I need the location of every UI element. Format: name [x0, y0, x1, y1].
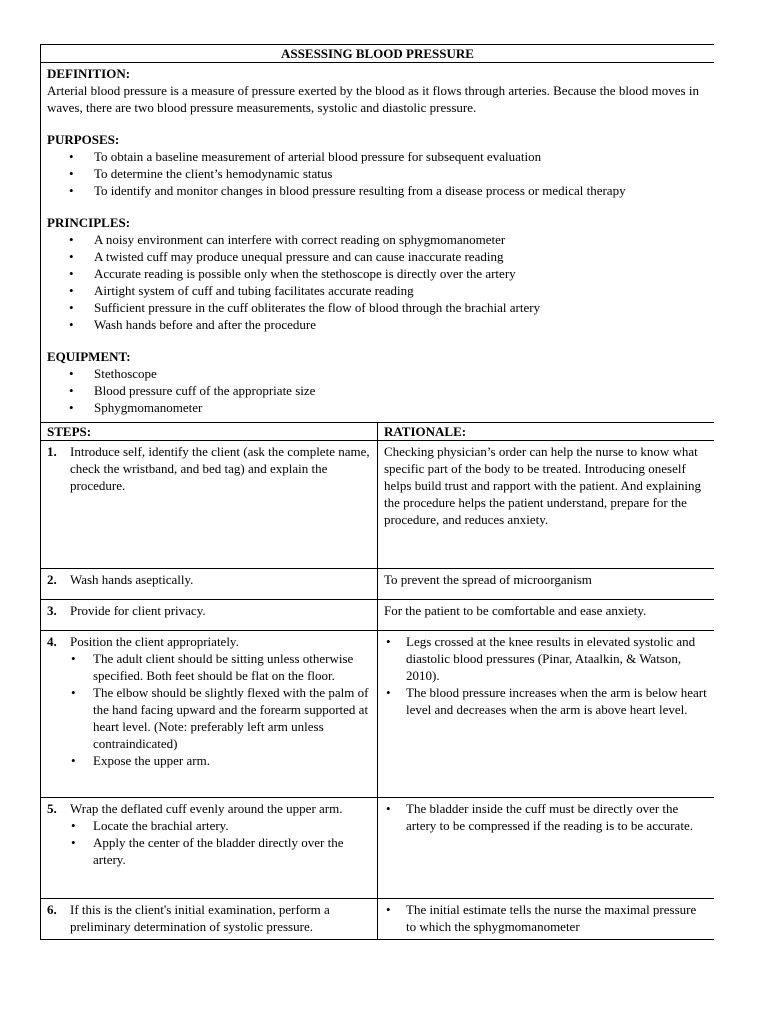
step-cell [41, 600, 378, 631]
rationale-cell [378, 899, 715, 940]
purposes-list [47, 148, 708, 199]
purposes-heading: PURPOSES: [47, 132, 120, 147]
rationale-text: To prevent the spread of microorganism [384, 572, 592, 587]
step-cell [41, 631, 378, 798]
step-cell [41, 798, 378, 899]
list-item: • To obtain a baseline measurement of arterial blood pressure for subsequent evaluation [47, 148, 708, 165]
principles-list [47, 231, 708, 333]
step-number: 3. [47, 603, 57, 618]
step-number: 1. [47, 444, 57, 459]
definition-text: Arterial blood pressure is a measure of pressure exerted by the blood as it flows through arteries. Because the blood moves in waves, there are two blood pressure measurements, systolic and diastolic pressure. [47, 83, 699, 115]
step-number: 4. [47, 634, 57, 649]
list-item: • Sphygmomanometer [47, 399, 708, 416]
list-item: • Airtight system of cuff and tubing facilitates accurate reading [47, 282, 708, 299]
table-row [41, 631, 715, 798]
rationale-text: Checking physician’s order can help the nurse to know what specific part of the body to be treated. Introducing oneself helps build trust and rapport with the patient. And explaining the procedure helps the patient understand, prepare for the procedure, and reduces anxiety. [384, 444, 702, 527]
step-text: Position the client appropriately. [70, 634, 239, 649]
equipment-heading: EQUIPMENT: [47, 349, 131, 364]
list-item: • Apply the center of the bladder directly over the artery. [47, 834, 371, 868]
step-cell [41, 441, 378, 569]
list-item: • Locate the brachial artery. [47, 817, 371, 834]
list-item: • Blood pressure cuff of the appropriate size [47, 382, 708, 399]
step-sub-list [47, 817, 371, 868]
table-row [41, 798, 715, 899]
steps-header: STEPS: [41, 423, 378, 441]
list-item: • To determine the client’s hemodynamic status [47, 165, 708, 182]
rationale-text: For the patient to be comfortable and ease anxiety. [384, 603, 647, 618]
list-item: • The elbow should be slightly flexed with the palm of the hand facing upward and the forearm supported at heart level. (Note: preferably left arm unless contraindicated) [47, 684, 371, 752]
list-item: • The blood pressure increases when the arm is below heart level and decreases when the arm is above heart level. [384, 684, 708, 718]
list-item: • Expose the upper arm. [47, 752, 371, 769]
step-text: Provide for client privacy. [70, 603, 206, 618]
list-item: • Stethoscope [47, 365, 708, 382]
rationale-cell [378, 600, 715, 631]
list-item: • Accurate reading is possible only when the stethoscope is directly over the artery [47, 265, 708, 282]
list-item: • The adult client should be sitting unless otherwise specified. Both feet should be flat on the floor. [47, 650, 371, 684]
list-item: • A twisted cuff may produce unequal pressure and can cause inaccurate reading [47, 248, 708, 265]
list-item: • Legs crossed at the knee results in elevated systolic and diastolic blood pressures (Pinar, Ataalkin, & Watson, 2010). [384, 633, 708, 684]
table-row [41, 441, 715, 569]
list-item: • Sufficient pressure in the cuff obliterates the flow of blood through the brachial artery [47, 299, 708, 316]
table-row [41, 569, 715, 600]
list-item: • To identify and monitor changes in blood pressure resulting from a disease process or medical therapy [47, 182, 708, 199]
step-sub-list [47, 650, 371, 769]
rationale-cell [378, 631, 715, 798]
rationale-list [384, 800, 708, 834]
rationale-list [384, 633, 708, 718]
step-text: If this is the client's initial examination, perform a preliminary determination of systolic pressure. [70, 902, 330, 934]
table-row [41, 600, 715, 631]
step-cell [41, 899, 378, 940]
procedure-table [40, 44, 714, 940]
document-title: ASSESSING BLOOD PRESSURE [41, 45, 715, 63]
definition-heading: DEFINITION: [47, 66, 131, 81]
step-number: 2. [47, 572, 57, 587]
rationale-header: RATIONALE: [378, 423, 715, 441]
list-item: • Wash hands before and after the procedure [47, 316, 708, 333]
rationale-cell [378, 798, 715, 899]
step-text: Wash hands aseptically. [70, 572, 194, 587]
principles-heading: PRINCIPLES: [47, 215, 131, 230]
step-text: Introduce self, identify the client (ask the complete name, check the wristband, and bed tag) and explain the procedure. [70, 444, 370, 493]
rationale-list [384, 901, 708, 935]
list-item: • The bladder inside the cuff must be directly over the artery to be compressed if the reading is to be accurate. [384, 800, 708, 834]
list-item: • The initial estimate tells the nurse the maximal pressure to which the sphygmomanometer [384, 901, 708, 935]
table-row [41, 899, 715, 940]
step-number: 6. [47, 902, 57, 917]
step-cell [41, 569, 378, 600]
rationale-cell [378, 569, 715, 600]
document-page [40, 44, 714, 1024]
step-number: 5. [47, 801, 57, 816]
rationale-cell [378, 441, 715, 569]
list-item: • A noisy environment can interfere with correct reading on sphygmomanometer [47, 231, 708, 248]
equipment-list [47, 365, 708, 416]
intro-section [41, 63, 715, 423]
step-text: Wrap the deflated cuff evenly around the upper arm. [70, 801, 343, 816]
